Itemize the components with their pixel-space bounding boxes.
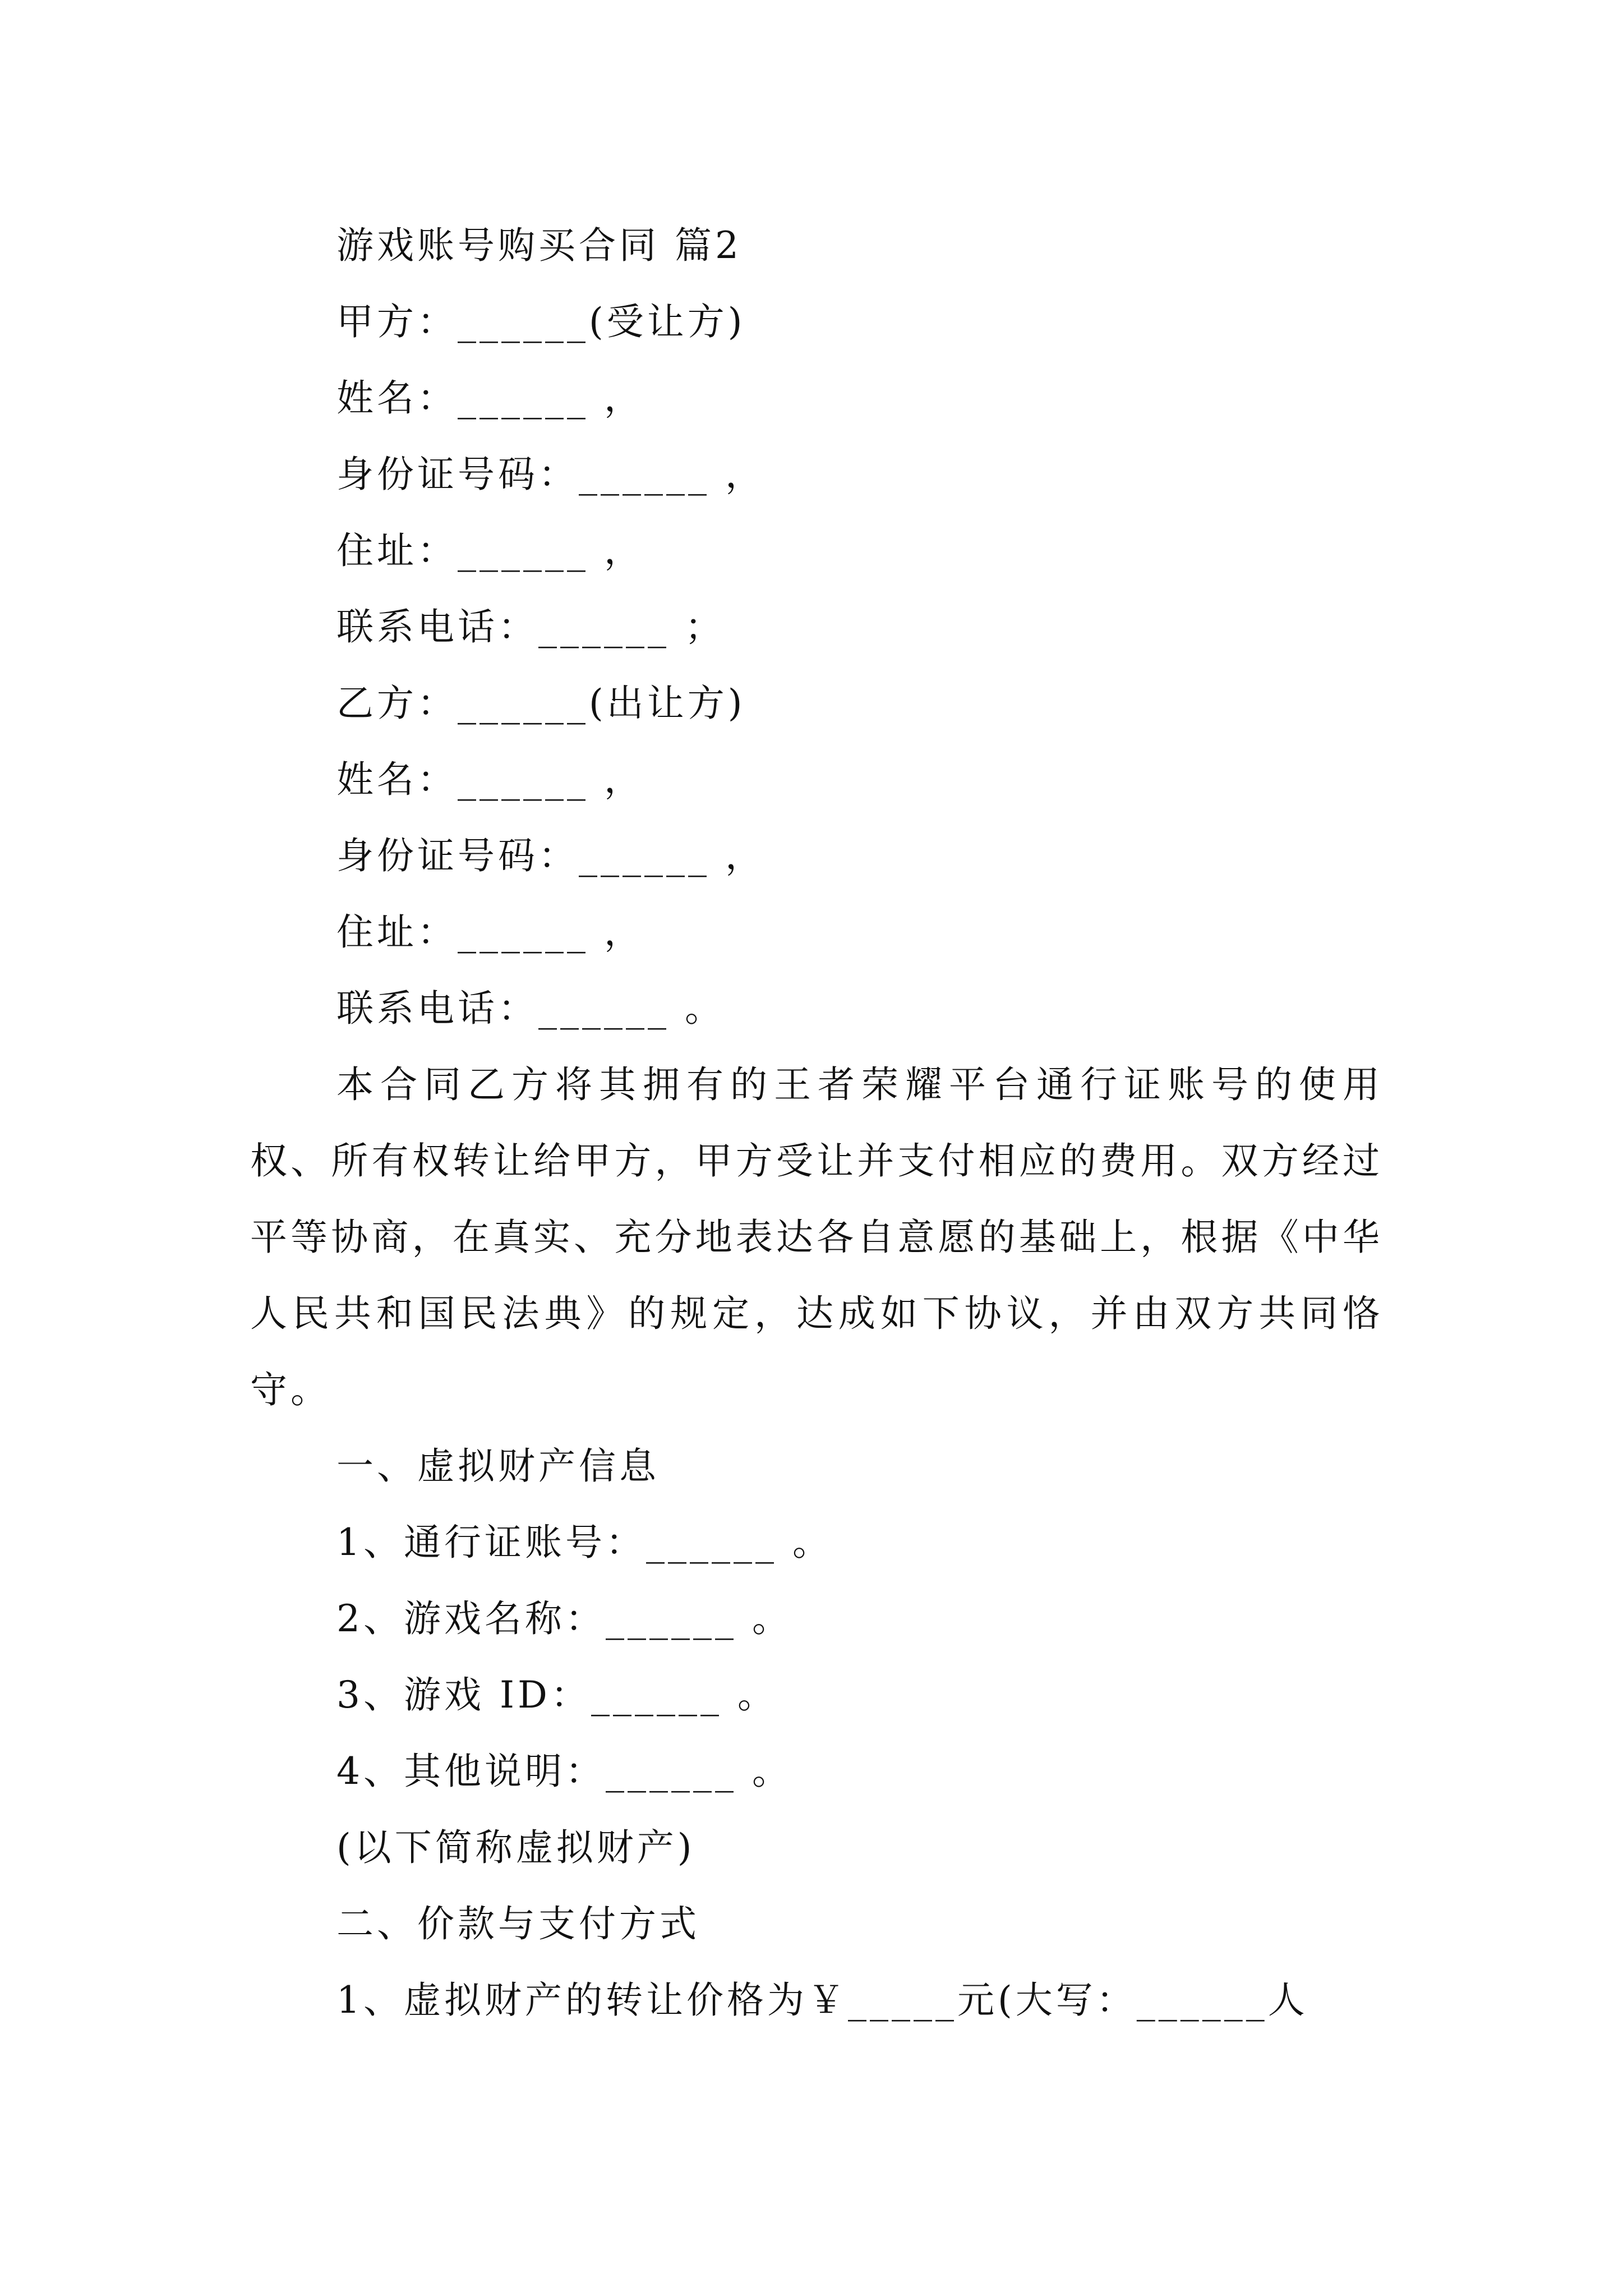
document-body (250, 208, 1383, 2039)
section-1-item-3: 3、游戏 ID：______ 。 (336, 1673, 778, 1717)
party-b-phone: 联系电话：______ 。 (336, 987, 725, 1030)
section-2-heading: 二、价款与支付方式 (336, 1902, 700, 1945)
party-a-address: 住址：______ ， (336, 529, 644, 572)
party-a-name: 姓名：______ ， (336, 376, 644, 420)
document-title: 游戏账号购买合同 篇2 (336, 224, 742, 267)
section-1-item-1: 1、通行证账号：______ 。 (336, 1521, 833, 1564)
section-2-item-1: 1、虚拟财产的转让价格为￥_____元(大写：______人 (336, 1978, 1308, 2022)
section-1-item-2: 2、游戏名称：______ 。 (336, 1597, 792, 1640)
party-b-id-number: 身份证号码：______ ， (336, 834, 766, 877)
party-a-id-number: 身份证号码：______ ， (336, 453, 766, 496)
party-b-address: 住址：______ ， (336, 910, 644, 954)
party-b-header: 乙方：______(出让方) (336, 682, 746, 725)
party-a-phone: 联系电话：______ ； (336, 605, 725, 648)
party-a-header: 甲方：______(受让方) (336, 300, 746, 343)
section-1-note: (以下简称虚拟财产) (336, 1826, 695, 1869)
preamble-paragraph: 本合同乙方将其拥有的王者荣耀平台通行证账号的使用权、所有权转让给甲方，甲方受让并支付相应的费用。双方经过平等协商，在真实、充分地表达各自意愿的基础上，根据《中华人民共和国民法典》的规定，达成如下协议，并由双方共同恪守。 (250, 1063, 1383, 1411)
party-b-name: 姓名：______ ， (336, 758, 644, 801)
section-1-item-4: 4、其他说明：______ 。 (336, 1750, 792, 1793)
section-1-heading: 一、虚拟财产信息 (336, 1444, 660, 1488)
